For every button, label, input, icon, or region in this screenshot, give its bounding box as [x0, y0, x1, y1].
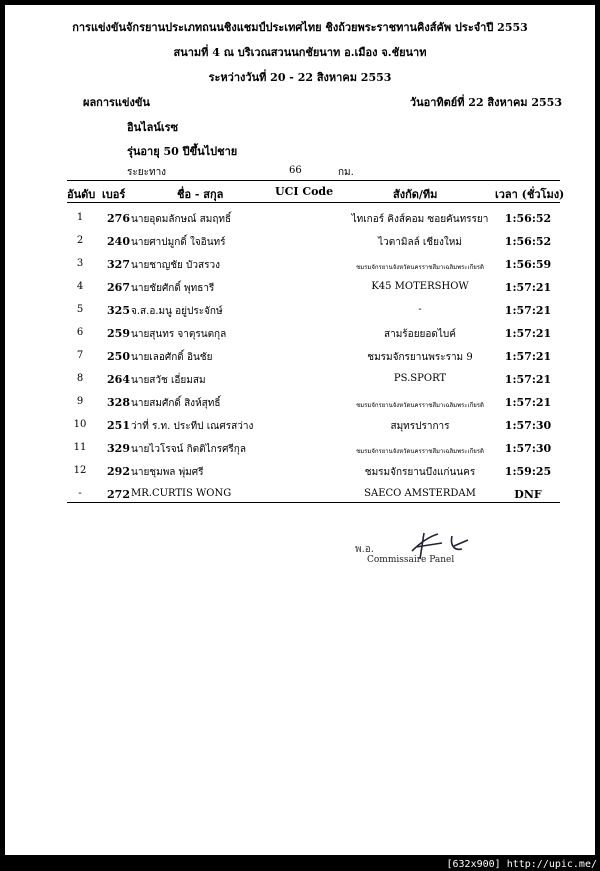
- table-row: [5, 488, 595, 511]
- bib-cell: 251: [107, 419, 130, 432]
- time-cell: 1:57:30: [504, 419, 552, 432]
- col-club: สังกัด/ทีม: [393, 188, 438, 201]
- name-cell: นายชัยศักดิ์ พุทธารี: [131, 283, 215, 294]
- bib-cell: 264: [107, 373, 130, 386]
- bib-cell: 292: [107, 465, 130, 478]
- time-cell: 1:57:21: [504, 350, 552, 363]
- table-row: [5, 235, 595, 258]
- name-cell: นายไวโรจน์ กิตติไกรศรีกุล: [131, 444, 246, 455]
- time-cell: DNF: [514, 488, 542, 501]
- club-cell: ชมรมจักรยานจังหวัดนครราชสีมาเฉลิมพระเกียรติ: [356, 264, 484, 271]
- bib-cell: 259: [107, 327, 130, 340]
- bib-cell: 329: [107, 442, 130, 455]
- rank-cell: 3: [76, 258, 84, 269]
- club-cell: SAECO AMSTERDAM: [364, 488, 476, 499]
- name-cell: นายสมศักดิ์ สิงห์สุทธิ์: [131, 398, 221, 409]
- table-row: [5, 258, 595, 281]
- name-cell: นายอุดมลักษณ์ สมฤทธิ์: [131, 214, 232, 225]
- title-line-3: ระหว่างวันที่ 20 - 22 สิงหาคม 2553: [208, 71, 392, 84]
- table-top-rule: [67, 180, 560, 181]
- club-cell: ชมรมจักรยานพระราม 9: [367, 352, 473, 363]
- time-cell: 1:57:21: [504, 304, 552, 317]
- signature-initials: พ.อ.: [355, 544, 374, 555]
- name-cell: ว่าที่ ร.ท. ประทีป เณศรสว่าง: [131, 421, 254, 432]
- name-cell: นายเลอศักดิ์ อินชัย: [131, 352, 213, 363]
- name-cell: นายชุมพล พุ่มศรี: [131, 467, 204, 478]
- rank-cell: 6: [76, 327, 84, 338]
- rank-cell: 10: [73, 419, 87, 430]
- table-header-rule: [67, 202, 560, 203]
- category-label: อินไลน์เรซ: [127, 121, 179, 134]
- distance-value: 66: [289, 165, 302, 176]
- time-cell: 1:56:52: [504, 212, 552, 225]
- name-cell: นายสุนทร จาตุรนตกุล: [131, 329, 227, 340]
- distance-unit: กม.: [338, 167, 354, 178]
- bib-cell: 328: [107, 396, 130, 409]
- rank-cell: 11: [73, 442, 87, 453]
- rank-cell: 9: [76, 396, 84, 407]
- rank-cell: 2: [76, 235, 84, 246]
- age-group-label: รุ่นอายุ 50 ปีขึ้นไปชาย: [127, 145, 238, 158]
- table-row: [5, 304, 595, 327]
- col-name: ชื่อ - สกุล: [177, 188, 224, 201]
- signature-caption: Commissaire Panel: [367, 555, 455, 565]
- table-row: [5, 350, 595, 373]
- club-cell: ชมรมจักรยานบึงแก่นนคร: [364, 467, 476, 478]
- title-line-2: สนามที่ 4 ณ บริเวณสวนนกชัยนาท อ.เมือง จ.ชัยนาท: [173, 46, 427, 59]
- club-cell: ไทเกอร์ คิงส์คอม ซอยคันทรรยา: [351, 214, 489, 225]
- results-label: ผลการแข่งขัน: [83, 96, 150, 109]
- distance-label: ระยะทาง: [127, 167, 167, 178]
- name-cell: นายสวัช เอี่ยมสม: [131, 375, 206, 386]
- col-rank: อันดับ: [67, 188, 96, 201]
- club-cell: -: [418, 304, 422, 315]
- date-label: วันอาทิตย์ที่ 22 สิงหาคม 2553: [409, 96, 562, 109]
- table-row: [5, 212, 595, 235]
- table-row: [5, 396, 595, 419]
- time-cell: 1:57:21: [504, 281, 552, 294]
- rank-cell: 1: [76, 212, 84, 223]
- club-cell: สมุทรปราการ: [390, 421, 450, 432]
- table-row: [5, 465, 595, 488]
- name-cell: นายชาญชัย บัวสรวง: [131, 260, 220, 271]
- col-time: เวลา (ชั่วโมง): [495, 188, 565, 201]
- bib-cell: 250: [107, 350, 130, 363]
- rank-cell: 4: [76, 281, 84, 292]
- time-cell: 1:57:21: [504, 327, 552, 340]
- table-row: [5, 373, 595, 396]
- title-line-1: การแข่งขันจักรยานประเภทถนนชิงแชมป์ประเทศไทย ชิงถ้วยพระราชทานคิงส์คัพ ประจำปี 2553: [72, 21, 528, 34]
- club-cell: ชมรมจักรยานจังหวัดนครราชสีมาเฉลิมพระเกียรติ: [356, 402, 484, 409]
- name-cell: MR.CURTIS WONG: [131, 488, 232, 499]
- time-cell: 1:57:21: [504, 373, 552, 386]
- time-cell: 1:57:21: [504, 396, 552, 409]
- bib-cell: 272: [107, 488, 130, 501]
- club-cell: ไวตามิลล์ เชียงใหม่: [378, 237, 462, 248]
- col-uci-code: UCI Code: [275, 185, 334, 198]
- table-bottom-rule: [67, 502, 560, 503]
- time-cell: 1:56:59: [504, 258, 552, 271]
- rank-cell: 5: [76, 304, 84, 315]
- bib-cell: 276: [107, 212, 130, 225]
- table-row: [5, 327, 595, 350]
- rank-cell: 7: [76, 350, 84, 361]
- bib-cell: 327: [107, 258, 130, 271]
- rank-cell: 12: [73, 465, 87, 476]
- table-row: [5, 442, 595, 465]
- bib-cell: 325: [107, 304, 130, 317]
- name-cell: จ.ส.อ.มนู อยู่ประจักษ์: [131, 306, 223, 317]
- table-row: [5, 281, 595, 304]
- bib-cell: 240: [107, 235, 130, 248]
- club-cell: ชมรมจักรยานจังหวัดนครราชสีมาเฉลิมพระเกียรติ: [356, 448, 484, 455]
- col-bib: เบอร์: [102, 188, 126, 201]
- watermark: [632x900] http://upic.me/: [446, 859, 597, 870]
- table-row: [5, 419, 595, 442]
- club-cell: K45 MOTERSHOW: [371, 281, 469, 292]
- rank-cell: -: [78, 488, 82, 499]
- time-cell: 1:56:52: [504, 235, 552, 248]
- time-cell: 1:59:25: [504, 465, 552, 478]
- bib-cell: 267: [107, 281, 130, 294]
- club-cell: สามร้อยยอดไบค์: [384, 329, 456, 340]
- club-cell: PS.SPORT: [393, 373, 447, 384]
- time-cell: 1:57:30: [504, 442, 552, 455]
- rank-cell: 8: [76, 373, 84, 384]
- name-cell: นายศาปมูกดิ์ ใจอินทร์: [131, 237, 226, 248]
- results-sheet: [5, 5, 595, 855]
